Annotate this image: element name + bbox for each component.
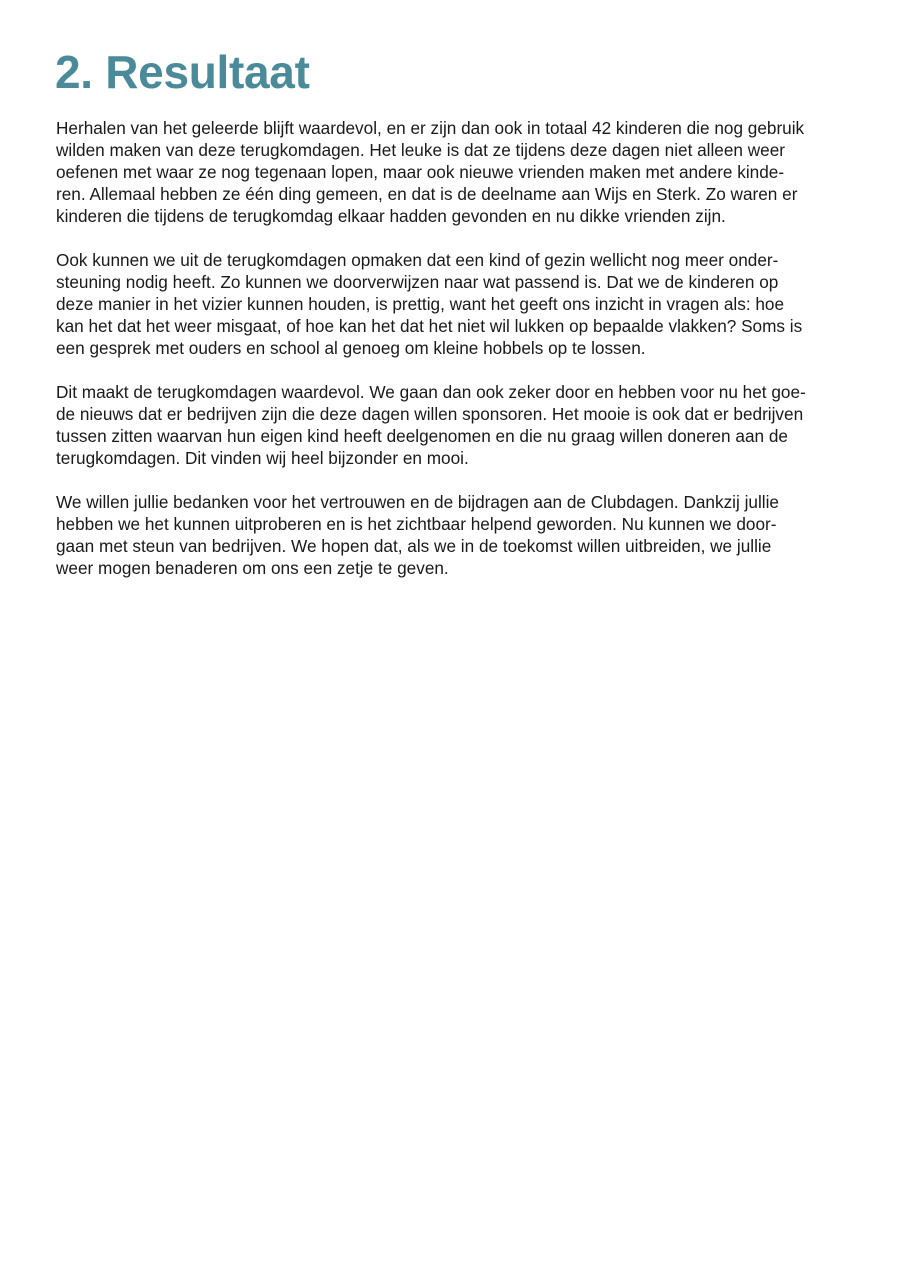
paragraph-1 bbox=[56, 117, 866, 227]
text-line: terugkomdagen. Dit vinden wij heel bijzonder en mooi. bbox=[56, 448, 469, 468]
text-line: steuning nodig heeft. Zo kunnen we doorverwijzen naar wat passend is. Dat we de kinderen op bbox=[56, 272, 779, 292]
paragraph-3 bbox=[56, 381, 866, 469]
text-line: oefenen met waar ze nog tegenaan lopen, maar ook nieuwe vrienden maken met andere kinde- bbox=[56, 162, 785, 182]
page-title: 2. Resultaat bbox=[55, 46, 310, 98]
text-line: kan het dat het weer misgaat, of hoe kan het dat het niet wil lukken op bepaalde vlakken? Soms is bbox=[56, 316, 803, 336]
text-line: de nieuws dat er bedrijven zijn die deze dagen willen sponsoren. Het mooie is ook dat er bedrijven bbox=[56, 404, 804, 424]
text-line: wilden maken van deze terugkomdagen. Het leuke is dat ze tijdens deze dagen niet alleen weer bbox=[56, 140, 786, 160]
paragraph-2 bbox=[56, 249, 866, 359]
text-line: ren. Allemaal hebben ze één ding gemeen, en dat is de deelname aan Wijs en Sterk. Zo waren er bbox=[56, 184, 798, 204]
paragraph-4 bbox=[56, 491, 866, 579]
text-line: gaan met steun van bedrijven. We hopen dat, als we in de toekomst willen uitbreiden, we jullie bbox=[56, 536, 772, 556]
text-line: Dit maakt de terugkomdagen waardevol. We gaan dan ook zeker door en hebben voor nu het goe- bbox=[56, 382, 806, 402]
text-line: weer mogen benaderen om ons een zetje te geven. bbox=[56, 558, 449, 578]
body-text bbox=[56, 117, 866, 601]
text-line: Herhalen van het geleerde blijft waardevol, en er zijn dan ook in totaal 42 kinderen die nog gebruik bbox=[56, 118, 805, 138]
text-line: deze manier in het vizier kunnen houden, is prettig, want het geeft ons inzicht in vragen als: hoe bbox=[56, 294, 785, 314]
text-line: We willen jullie bedanken voor het vertrouwen en de bijdragen aan de Clubdagen. Dankzij jullie bbox=[56, 492, 779, 512]
text-line: hebben we het kunnen uitproberen en is het zichtbaar helpend geworden. Nu kunnen we door- bbox=[56, 514, 777, 534]
text-line: tussen zitten waarvan hun eigen kind heeft deelgenomen en die nu graag willen doneren aan de bbox=[56, 426, 788, 446]
text-line: een gesprek met ouders en school al genoeg om kleine hobbels op te lossen. bbox=[56, 338, 646, 358]
text-line: Ook kunnen we uit de terugkomdagen opmaken dat een kind of gezin wellicht nog meer onder- bbox=[56, 250, 779, 270]
text-line: kinderen die tijdens de terugkomdag elkaar hadden gevonden en nu dikke vrienden zijn. bbox=[56, 206, 726, 226]
